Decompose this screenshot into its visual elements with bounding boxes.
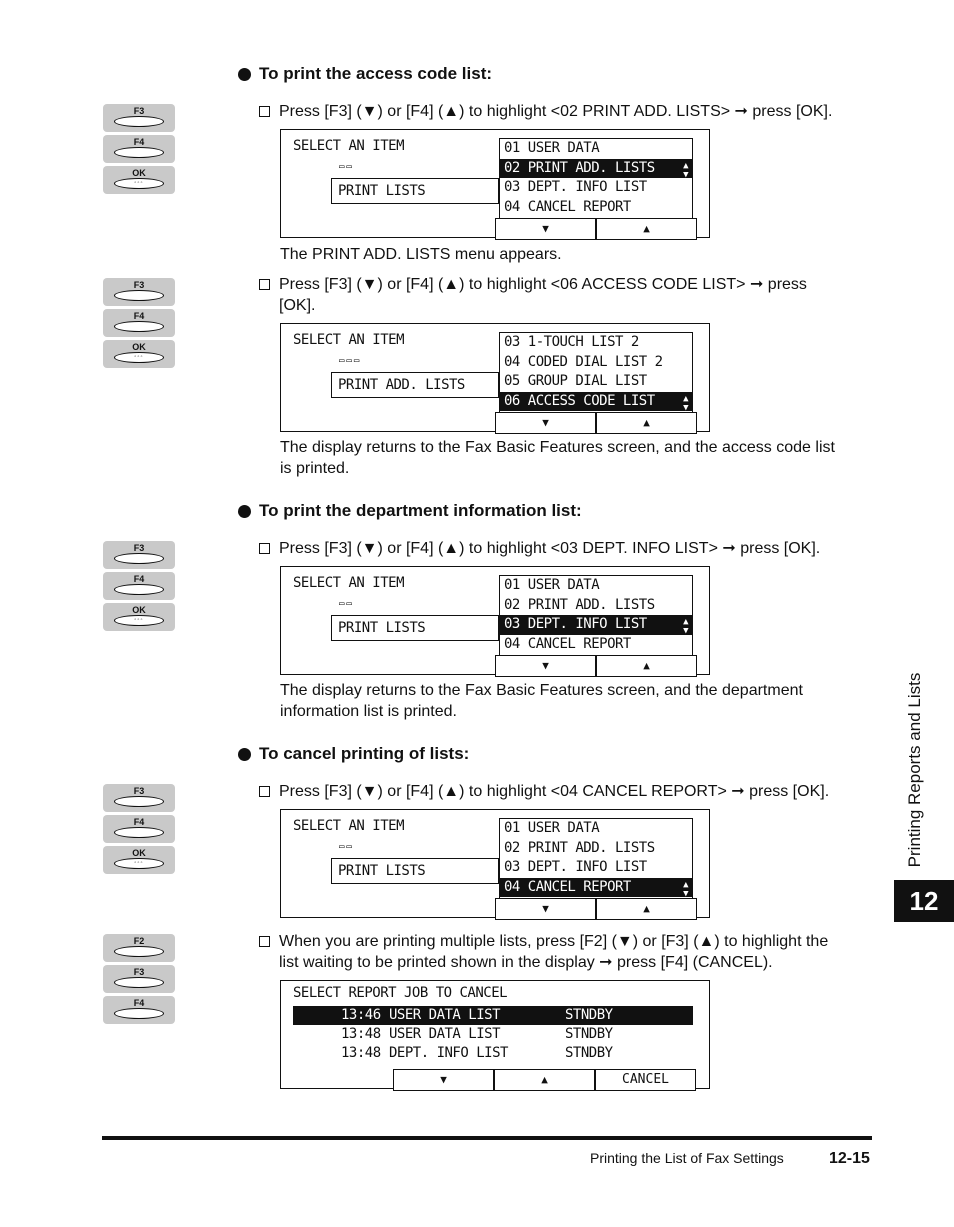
f3-key: F3 [103, 965, 175, 993]
section-heading-department-info: To print the department information list: [238, 501, 582, 521]
f3-key: F3 [103, 104, 175, 132]
step-highlight-dept-info-list: Press [F3] (▼) or [F4] (▲) to highlight <03 DEPT. INFO LIST> ➞ press [OK]. [259, 538, 879, 559]
job-row: 13:46 USER DATA LIST STNDBY [293, 1006, 693, 1025]
checkbox-icon [259, 543, 270, 554]
f3-key: F3 [103, 278, 175, 306]
ok-key: OK ◦◦◦ [103, 166, 175, 194]
key-group-f3-f4-ok [103, 278, 175, 371]
down-button: ▼ [495, 412, 596, 434]
f4-key: F4 [103, 815, 175, 843]
bullet-icon [238, 748, 251, 761]
side-chapter-label: Printing Reports and Lists [905, 672, 924, 868]
lcd-panel-add-lists: SELECT AN ITEM ▭▭▭ PRINT ADD. LISTS 03 1-TOUCH LIST 2 04 CODED DIAL LIST 2 05 GROUP DIAL LIST 06 ACCESS CODE LIST ▲ ▼ ▼ ▲ [280, 323, 710, 432]
scroll-arrows-icon: ▲ ▼ [683, 617, 688, 636]
lcd-field: PRINT ADD. LISTS [331, 372, 499, 398]
lcd-menu: 01 USER DATA 02 PRINT ADD. LISTS ▲ ▼ 03 DEPT. INFO LIST 04 CANCEL REPORT [499, 138, 693, 220]
step-highlight-cancel-report: Press [F3] (▼) or [F4] (▲) to highlight <04 CANCEL REPORT> ➞ press [OK]. [259, 781, 879, 802]
section-heading-access-code: To print the access code list: [238, 64, 492, 84]
footer-rule [102, 1136, 872, 1140]
f4-key: F4 [103, 996, 175, 1024]
note-access-code-printed: The display returns to the Fax Basic Features screen, and the access code list is printed. [280, 439, 835, 477]
down-button: ▼ [393, 1069, 494, 1091]
up-button: ▲ [596, 898, 697, 920]
bullet-icon [238, 68, 251, 81]
note-menu-appears: The PRINT ADD. LISTS menu appears. [280, 246, 562, 263]
lcd-field: PRINT LISTS [331, 615, 499, 641]
up-button: ▲ [596, 218, 697, 240]
ok-key: OK ◦◦◦ [103, 340, 175, 368]
lcd-panel-cancel-job: SELECT REPORT JOB TO CANCEL 13:46 USER DATA LIST STNDBY 13:48 USER DATA LIST STNDBY 13:48 DEPT. INFO LIST STNDBY ▼ ▲ CANCEL [280, 980, 710, 1089]
checkbox-icon [259, 936, 270, 947]
checkbox-icon [259, 279, 270, 290]
lcd-panel-main-menu-3: SELECT AN ITEM ▭▭ PRINT LISTS 01 USER DATA 02 PRINT ADD. LISTS 03 DEPT. INFO LIST 04 CANCEL REPORT ▲ ▼ ▼ ▲ [280, 809, 710, 918]
lcd-field: PRINT LISTS [331, 178, 499, 204]
lcd-menu: 01 USER DATA 02 PRINT ADD. LISTS 03 DEPT. INFO LIST ▲ ▼ 04 CANCEL REPORT [499, 575, 693, 657]
f4-key: F4 [103, 309, 175, 337]
scroll-arrows-icon: ▲ ▼ [683, 879, 688, 899]
down-button: ▼ [495, 655, 596, 677]
lcd-panel-main-menu-2: SELECT AN ITEM ▭▭ PRINT LISTS 01 USER DATA 02 PRINT ADD. LISTS 03 DEPT. INFO LIST ▲ ▼ 04 CANCEL REPORT ▼ ▲ [280, 566, 710, 675]
down-button: ▼ [495, 898, 596, 920]
ok-key: OK ◦◦◦ [103, 846, 175, 874]
job-row: 13:48 DEPT. INFO LIST STNDBY [341, 1045, 613, 1061]
lcd-field: PRINT LISTS [331, 858, 499, 884]
chapter-tab: 12 [894, 880, 954, 922]
scroll-arrows-icon: ▲ ▼ [683, 160, 688, 180]
section-heading-cancel-printing: To cancel printing of lists: [238, 744, 469, 764]
scroll-arrows-icon: ▲ ▼ [683, 393, 688, 413]
checkbox-icon [259, 106, 270, 117]
cancel-button: CANCEL [595, 1069, 696, 1091]
ok-key: OK ◦◦◦ [103, 603, 175, 631]
key-group-f3-f4-ok [103, 541, 175, 634]
down-button: ▼ [495, 218, 596, 240]
step-highlight-print-add-lists: Press [F3] (▼) or [F4] (▲) to highlight <02 PRINT ADD. LISTS> ➞ press [OK]. [259, 101, 879, 122]
key-group-f2-f3-f4 [103, 934, 175, 1027]
f3-key: F3 [103, 541, 175, 569]
up-button: ▲ [596, 655, 697, 677]
step-cancel-multiple: When you are printing multiple lists, press [F2] (▼) or [F3] (▲) to highlight the list waiting to be printed shown in the display ➞ press [F4] (CANCEL). [259, 931, 879, 973]
lcd-panel-main-menu-1: SELECT AN ITEM ▭▭ PRINT LISTS 01 USER DATA 02 PRINT ADD. LISTS ▲ ▼ 03 DEPT. INFO LIST 04 CANCEL REPORT ▼ ▲ [280, 129, 710, 238]
f4-key: F4 [103, 135, 175, 163]
lcd-menu: 01 USER DATA 02 PRINT ADD. LISTS 03 DEPT. INFO LIST 04 CANCEL REPORT ▲ ▼ [499, 818, 693, 900]
lcd-menu: 03 1-TOUCH LIST 2 04 CODED DIAL LIST 2 05 GROUP DIAL LIST 06 ACCESS CODE LIST ▲ ▼ [499, 332, 693, 414]
up-button: ▲ [494, 1069, 595, 1091]
step-highlight-access-code-list: Press [F3] (▼) or [F4] (▲) to highlight <06 ACCESS CODE LIST> ➞ press [OK]. [259, 274, 879, 316]
checkbox-icon [259, 786, 270, 797]
key-group-f3-f4-ok [103, 104, 175, 197]
note-dept-list-printed: The display returns to the Fax Basic Features screen, and the department information list is printed. [280, 682, 803, 720]
up-button: ▲ [596, 412, 697, 434]
bullet-icon [238, 505, 251, 518]
job-row: 13:48 USER DATA LIST STNDBY [341, 1026, 613, 1042]
f2-key: F2 [103, 934, 175, 962]
f4-key: F4 [103, 572, 175, 600]
f3-key: F3 [103, 784, 175, 812]
footer-title: Printing the List of Fax Settings [590, 1150, 784, 1166]
page-number: 12-15 [829, 1150, 870, 1167]
key-group-f3-f4-ok [103, 784, 175, 877]
